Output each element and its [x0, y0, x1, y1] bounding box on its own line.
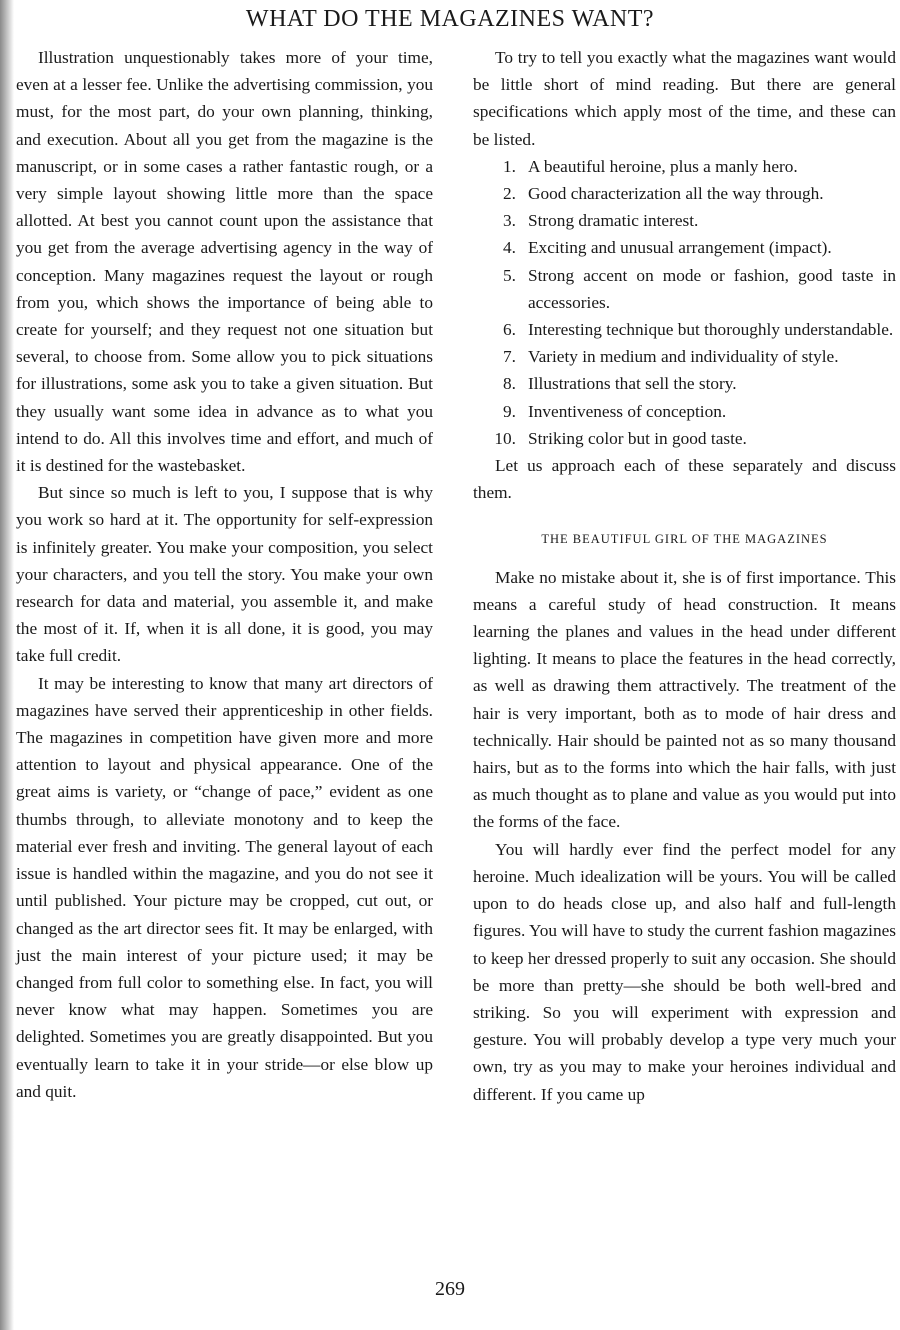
list-item: [473, 398, 896, 425]
list-item-text: Strong accent on mode or fashion, good taste in accessories.: [528, 265, 896, 312]
intro-paragraph: To try to tell you exactly what the magazines want would be little short of mind reading. But there are general specifications which apply most of the time, and these can be listed.: [473, 48, 896, 149]
paragraph: You will hardly ever find the perfect model for any heroine. Much idealization will be yours. You will be called upon to do heads close up, and also half and full-length figures. You will have to study the current fashion magazines to keep her dressed properly to suit any occasion. She should be more than pretty—she should be both well-bred and striking. So you will experiment with expression and gesture. You will probably develop a type very much your own, try as you may to make your heroines individual and different. If you came up: [473, 839, 896, 1104]
paragraph: Illustration unquestionably takes more of your time, even at a lesser fee. Unlike the advertising commission, you must, for the most part, do your own planning, thinking, and execution. About all you get from the magazine is the manuscript, or in some cases a rather fantastic rough, or a very simple layout showing little more than the space allotted. At best you cannot count upon the assistance that you get from the average advertising agency in the way of conception. Many magazines request the layout or rough from you, which shows the importance of being able to create for yourself; and they request not one situation but several, to choose from. Some allow you to pick situations for illustrations, some ask you to take a given situation. But they usually want some idea in advance as to what you intend to do. All this involves time and effort, and much of it is destined for the wastebasket.: [16, 48, 433, 476]
list-item: [473, 316, 896, 343]
list-item-number: 3.: [503, 211, 516, 231]
page-number: 269: [435, 1278, 465, 1300]
list-item-number: 10.: [494, 428, 516, 448]
outro-paragraph: Let us approach each of these separately and discuss them.: [473, 456, 896, 503]
list-item: [473, 425, 896, 452]
paragraph: But since so much is left to you, I suppose that is why you work so hard at it. The opportunity for self-expression is infinitely greater. You make your composition, you select your characters, and you tell the story. You make your own research for data and material, you assemble it, and make the most of it. If, when it is all done, it is good, you may take full credit.: [16, 483, 433, 666]
list-item-number: 2.: [503, 184, 516, 204]
list-item-text: A beautiful heroine, plus a manly hero.: [528, 156, 798, 176]
paragraph: It may be interesting to know that many art directors of magazines have served their apprenticeship in other fields. The magazines in competition have given more and more attention to layout and physical appearance. One of the great aims is variety, or “change of pace,” evident as one thumbs through, to alleviate monotony and to keep the material ever fresh and inviting. The general layout of each issue is handled within the magazine, and you do not see it until published. Your picture may be cropped, cut out, or changed as the art director sees fit. It may be enlarged, with just the main interest of your picture used; it may be changed from full color to something else. In fact, you will never know what may happen. Sometimes you are delighted. Sometimes you are greatly disappointed. But you eventually learn to take it in your stride—or else blow up and quit.: [16, 673, 433, 1101]
left-column: [16, 44, 433, 1105]
list-item: [473, 207, 896, 234]
list-item: [473, 153, 896, 180]
list-item: [473, 343, 896, 370]
list-item-text: Striking color but in good taste.: [528, 428, 747, 448]
list-item-text: Variety in medium and individuality of style.: [528, 347, 839, 367]
list-item-text: Exciting and unusual arrangement (impact).: [528, 238, 832, 258]
specifications-list: [473, 153, 896, 452]
list-item: [473, 262, 896, 316]
list-item-number: 9.: [503, 401, 516, 421]
list-item-number: 8.: [503, 374, 516, 394]
list-item-number: 4.: [503, 238, 516, 258]
paragraph: Make no mistake about it, she is of first importance. This means a careful study of head construction. It means learning the planes and values in the head under different lighting. It means to place the features in the head correctly, as well as drawing them attractively. The treatment of the hair is very important, both as to mode of hair dress and technically. Hair should be painted not as so many thousand hairs, but as to the forms into which the hair falls, with just as much thought as to plane and value as you would put into the forms of the face.: [473, 567, 896, 832]
list-item: [473, 370, 896, 397]
list-item-number: 6.: [503, 320, 516, 340]
right-column: [473, 44, 896, 1108]
list-item-text: Inventiveness of conception.: [528, 401, 727, 421]
list-item-number: 7.: [503, 347, 516, 367]
list-item-number: 5.: [503, 265, 516, 285]
list-item: [473, 234, 896, 261]
list-item: [473, 180, 896, 207]
list-item-number: 1.: [503, 156, 516, 176]
list-item-text: Interesting technique but thoroughly understandable.: [528, 320, 894, 340]
book-spine-shadow: [0, 0, 14, 1330]
list-item-text: Illustrations that sell the story.: [528, 374, 737, 394]
list-item-text: Strong dramatic interest.: [528, 211, 699, 231]
list-item-text: Good characterization all the way through.: [528, 184, 824, 204]
section-heading: THE BEAUTIFUL GIRL OF THE MAGAZINES: [541, 532, 828, 547]
page-title: WHAT DO THE MAGAZINES WANT?: [245, 6, 655, 32]
